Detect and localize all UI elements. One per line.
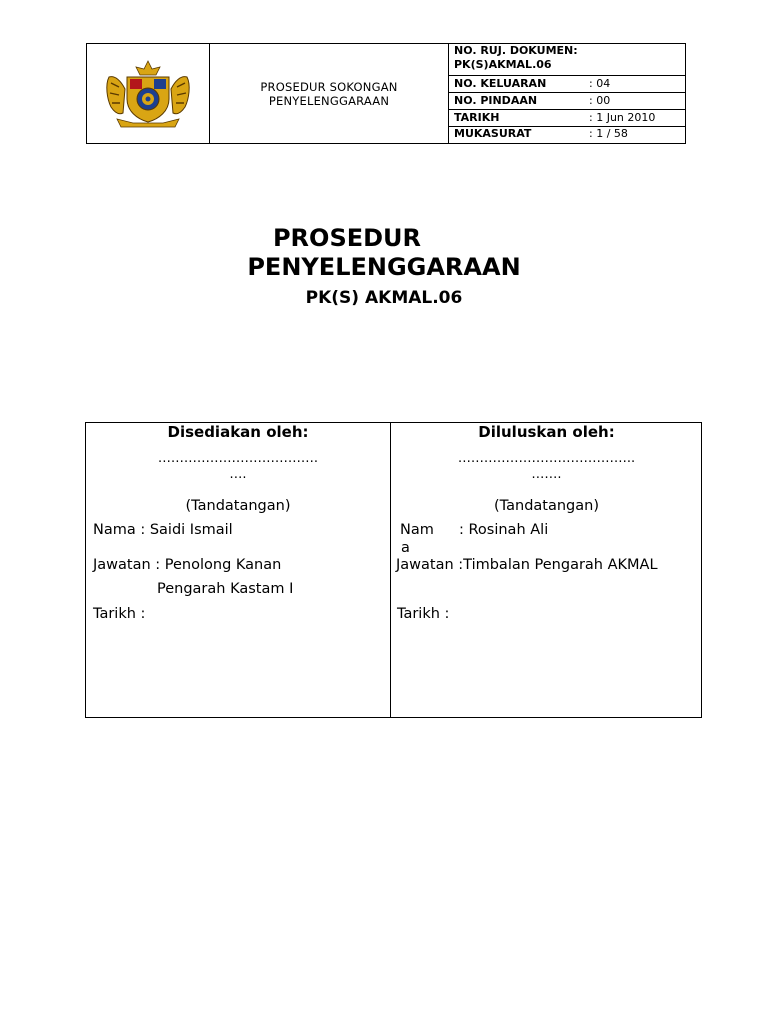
prepared-by-position: Jawatan : Penolong Kanan — [93, 557, 282, 573]
keluaran-label: NO. KELUARAN — [454, 77, 547, 90]
mukasurat-label: MUKASURAT — [454, 127, 532, 140]
approved-by-signature-label: (Tandatangan) — [494, 498, 599, 514]
document-header — [86, 43, 686, 144]
prepared-by-name: Nama : Saidi Ismail — [93, 522, 233, 538]
prepared-by-signature-label: (Tandatangan) — [185, 498, 291, 514]
approved-by-name-label: Nam — [400, 522, 434, 538]
header-meta-cell — [449, 44, 685, 143]
coat-of-arms-logo — [103, 59, 193, 131]
approved-by-heading: Diluluskan oleh: — [478, 423, 615, 441]
tarikh-label: TARIKH — [454, 111, 500, 124]
prepared-by-dots-line2: …. — [229, 467, 247, 482]
header-title-line1: PROSEDUR SOKONGAN — [260, 79, 398, 94]
prepared-by-dots-line1: ………………………………. — [157, 451, 319, 466]
prepared-by-position-line2: Pengarah Kastam I — [157, 581, 294, 597]
meta-row-ruj — [449, 44, 685, 76]
keluaran-value: : 04 — [589, 77, 611, 90]
approved-by-name-label-wrap: a — [401, 540, 410, 556]
document-code: PK(S) AKMAL.06 — [305, 288, 463, 308]
header-title-cell — [210, 44, 449, 143]
logo-cell — [87, 44, 210, 143]
document-title-line1: PROSEDUR — [272, 224, 422, 252]
document-title-line2: PENYELENGGARAAN — [247, 253, 521, 281]
approved-by-dots-line1: ………………………………….. — [457, 451, 636, 466]
approved-by-dots-line2: ……. — [531, 467, 562, 482]
mukasurat-value: : 1 / 58 — [589, 127, 628, 140]
meta-row-keluaran — [449, 76, 685, 93]
ruj-value: PK(S)AKMAL.06 — [454, 58, 552, 71]
pindaan-label: NO. PINDAAN — [454, 94, 538, 107]
ruj-label: NO. RUJ. DOKUMEN: — [454, 44, 578, 57]
signature-table — [85, 422, 702, 718]
prepared-by-heading: Disediakan oleh: — [167, 423, 309, 441]
approved-by-date: Tarikh : — [397, 606, 450, 622]
meta-row-tarikh — [449, 110, 685, 127]
pindaan-value: : 00 — [589, 94, 611, 107]
prepared-by-date: Tarikh : — [93, 606, 146, 622]
tarikh-value: : 1 Jun 2010 — [589, 111, 656, 124]
header-title-line2: PENYELENGGARAAN — [268, 93, 390, 108]
meta-row-mukasurat — [449, 127, 685, 144]
meta-row-pindaan — [449, 93, 685, 110]
approved-by-position: Jawatan :Timbalan Pengarah AKMAL — [396, 557, 658, 573]
approved-by-name: : Rosinah Ali — [459, 522, 549, 538]
